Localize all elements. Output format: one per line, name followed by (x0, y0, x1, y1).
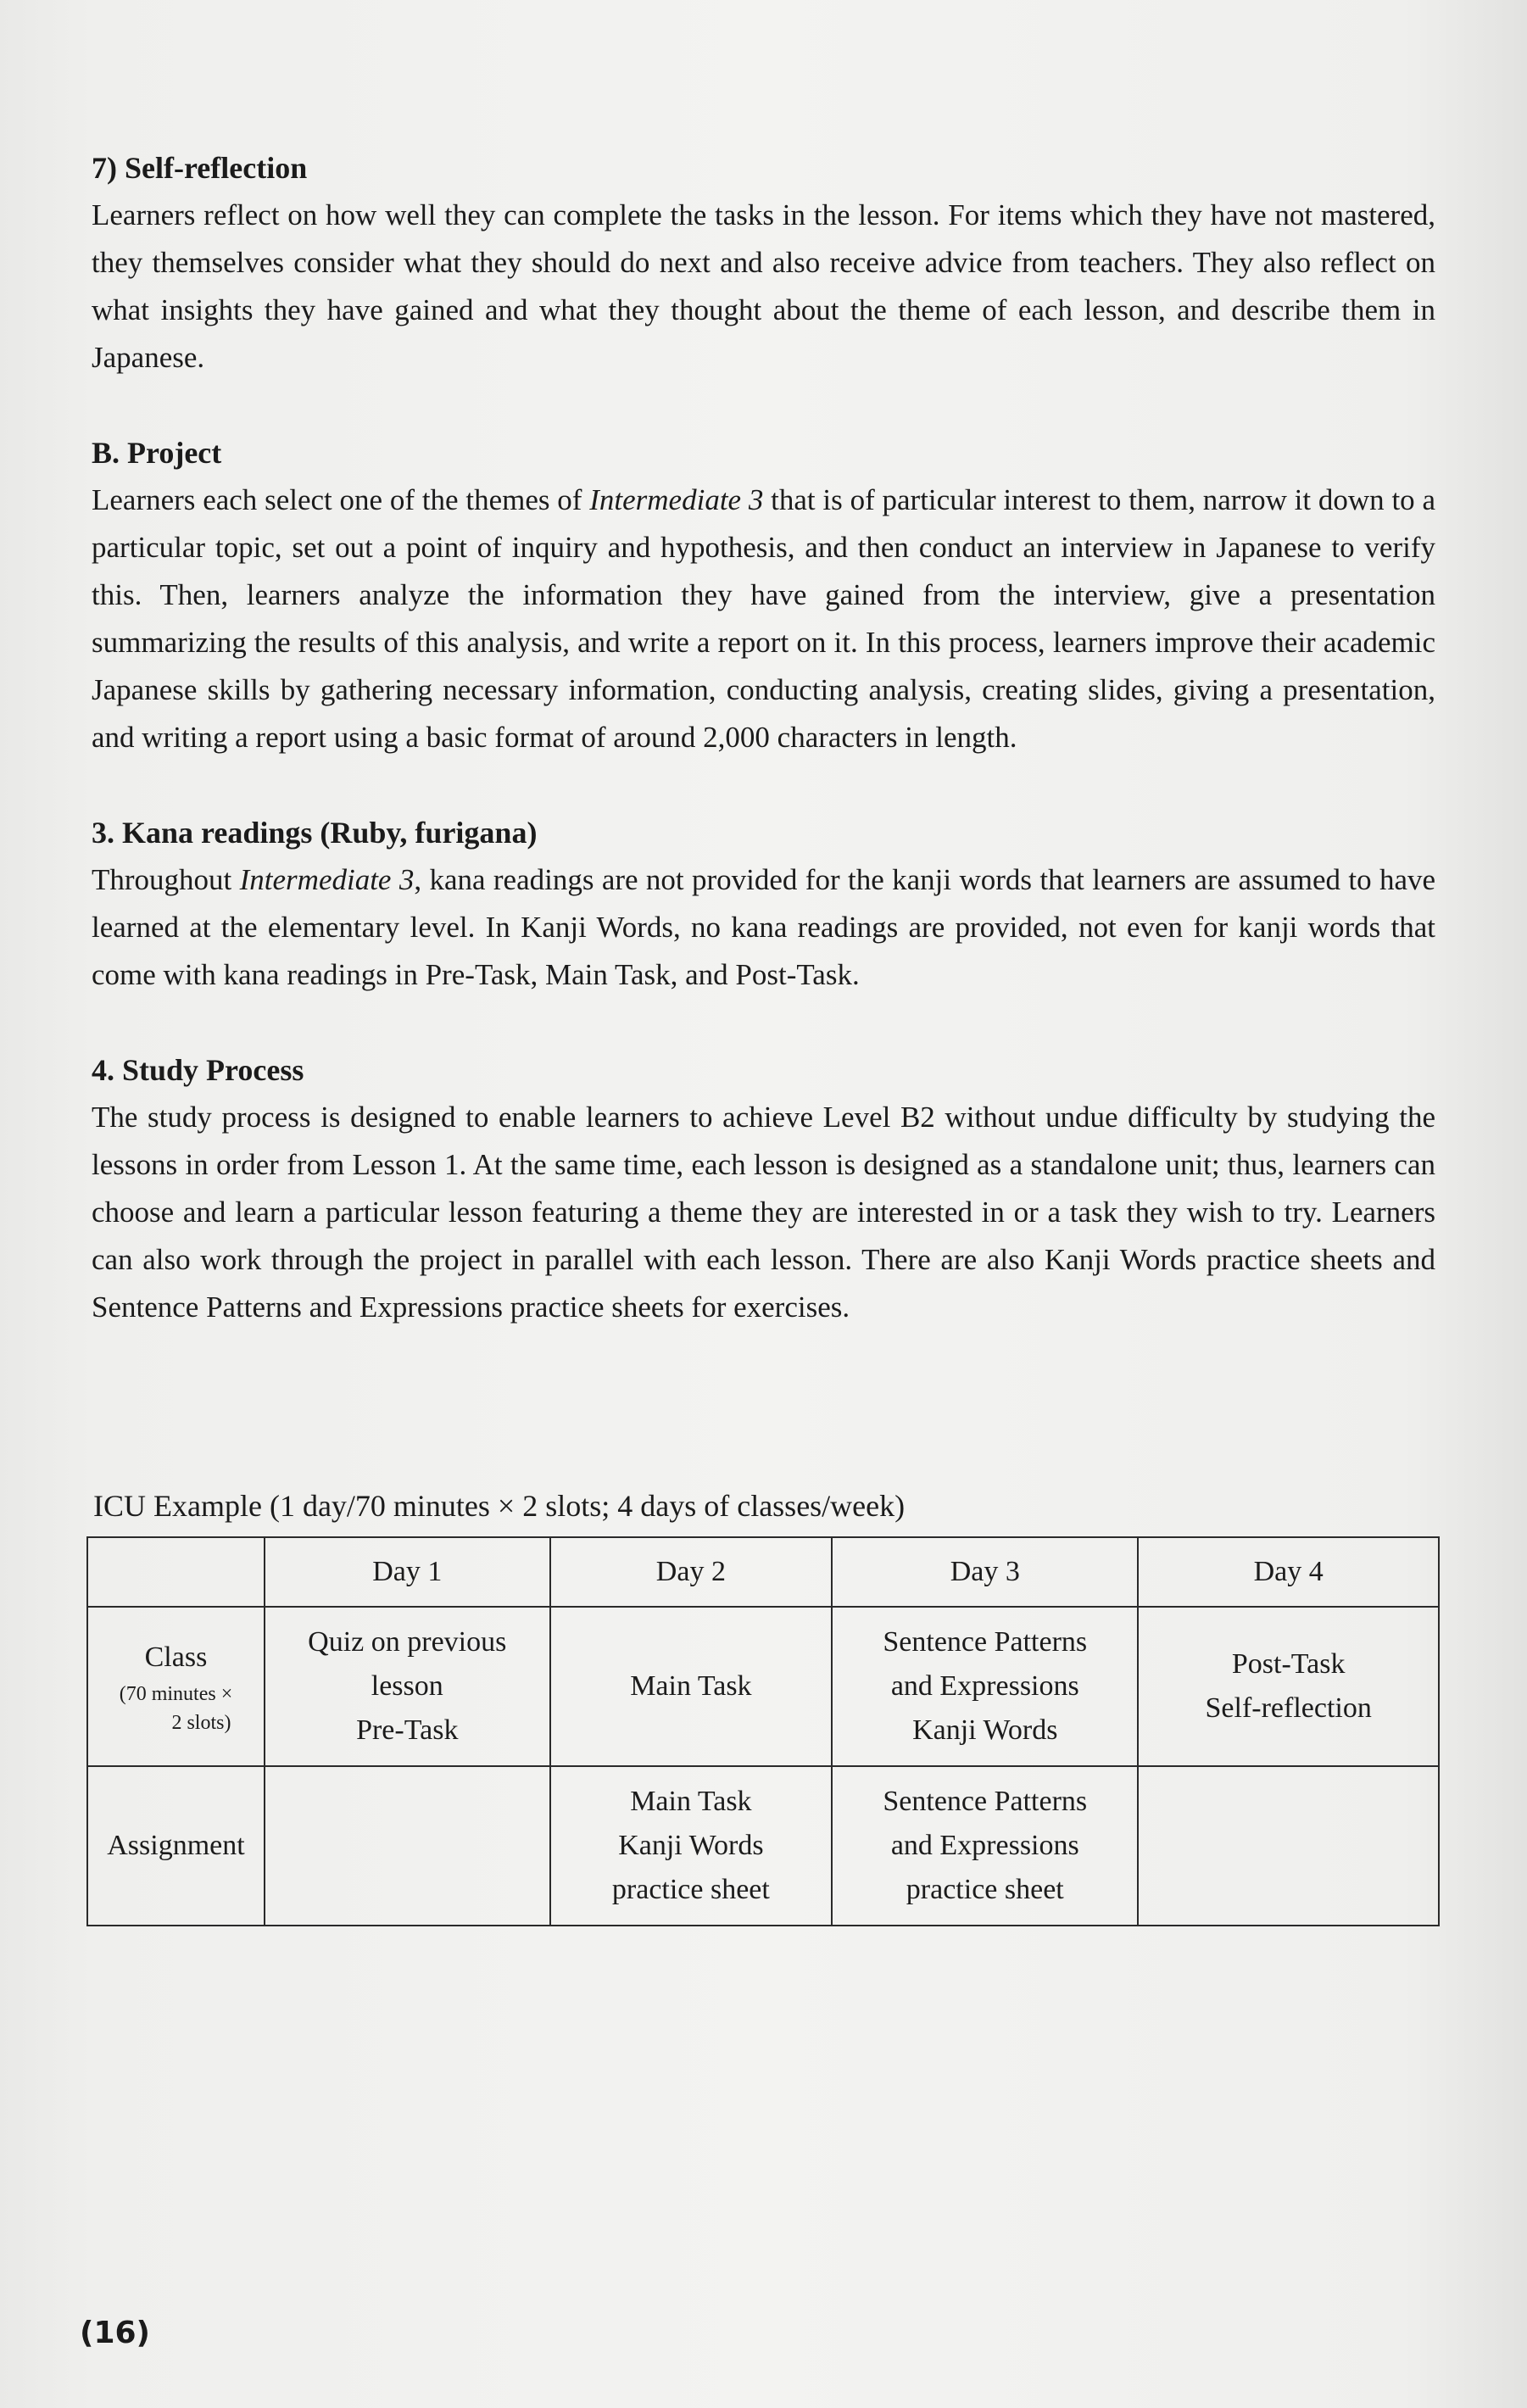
schedule-table (86, 1536, 1440, 1926)
row-label-assignment (87, 1766, 265, 1926)
book-title: Intermediate 3 (589, 483, 764, 516)
cell-text: Pre-Task (356, 1714, 459, 1746)
cell-text: Kanji Words (912, 1714, 1058, 1746)
cell-class-day1 (265, 1607, 550, 1766)
section-heading: B. Project (92, 436, 222, 470)
cell-text: lesson (371, 1670, 443, 1702)
cell-text: Post-Task (1231, 1648, 1346, 1680)
header-cell-empty (87, 1537, 265, 1607)
cell-assignment-day3 (832, 1766, 1138, 1926)
header-cell-day2: Day 2 (550, 1537, 833, 1607)
table-header-row (87, 1537, 1439, 1607)
table-row-assignment (87, 1766, 1439, 1926)
section-heading: 3. Kana readings (Ruby, furigana) (92, 816, 538, 850)
section-project (92, 429, 1435, 761)
body-text (92, 144, 1435, 1379)
section-heading: 7) Self-reflection (92, 151, 308, 185)
cell-text: Quiz on previous (308, 1626, 507, 1658)
cell-class-day3 (832, 1607, 1138, 1766)
cell-text: Main Task (630, 1670, 752, 1702)
header-cell-day3: Day 3 (832, 1537, 1138, 1607)
row-label-text: Assignment (107, 1830, 245, 1861)
paragraph-text: Learners reflect on how well they can complete the tasks in the lesson. For items which they have not mastered, they themselves consider what they should do next and also receive advice from teachers. They also reflect on what insights they have gained and what they thought about the theme of each lesson, and describe them in Japanese. (92, 198, 1435, 374)
table-row-class (87, 1607, 1439, 1766)
cell-text: Self-reflection (1205, 1692, 1372, 1724)
section-paragraph (92, 856, 1435, 999)
cell-text: Main Task (630, 1786, 752, 1817)
paragraph-text: The study process is designed to enable learners to achieve Level B2 without undue difficulty by studying the lessons in order from Lesson 1. At the same time, each lesson is designed as a standalone unit; thus, learners can choose and learn a particular lesson featuring a theme they are interested in or a task they wish to try. Learners can also work through the project in parallel with each lesson. There are also Kanji Words practice sheets and Sentence Patterns and Expressions practice sheets for exercises. (92, 1101, 1435, 1324)
cell-text: and Expressions (890, 1670, 1079, 1702)
cell-text: practice sheet (611, 1874, 770, 1905)
cell-text: and Expressions (890, 1830, 1079, 1861)
cell-text: Sentence Patterns (883, 1786, 1088, 1817)
cell-text: Kanji Words (618, 1830, 764, 1861)
row-label-text: Class (144, 1642, 208, 1673)
section-heading: 4. Study Process (92, 1053, 304, 1087)
paragraph-text: that is of particular interest to them, narrow it down to a particular topic, set out a point of inquiry and hypothesis, and then conduct an interview in Japanese to verify this. Then, learners analyze the information they have gained from the interview, give a presentation summarizing the results of this analysis, and write a report on it. In this process, learners improve their academic Japanese skills by gathering necessary information, conducting analysis, creating slides, giving a presentation, and writing a report using a basic format of around 2,000 characters in length. (92, 483, 1435, 754)
row-sub-text: (70 minutes × (119, 1683, 233, 1705)
cell-assignment-day2 (550, 1766, 833, 1926)
paragraph-text: , kana readings are not provided for the kanji words that learners are assumed to have learned at the elementary level. In Kanji Words, no kana readings are provided, not even for kanji words that come with kana readings in Pre-Task, Main Task, and Post-Task. (92, 863, 1436, 991)
section-study-process (92, 1046, 1435, 1331)
row-label-class (87, 1607, 265, 1766)
section-paragraph (92, 1094, 1435, 1331)
cell-class-day2 (550, 1607, 833, 1766)
cell-text: practice sheet (906, 1874, 1064, 1905)
cell-text: Sentence Patterns (883, 1626, 1088, 1658)
header-cell-day4: Day 4 (1138, 1537, 1439, 1607)
book-title: Intermediate 3 (239, 863, 415, 896)
paragraph-text: Learners each select one of the themes of (92, 483, 590, 516)
row-sub-text: 2 slots) (171, 1712, 231, 1734)
table-caption: ICU Example (1 day/70 minutes × 2 slots; 4 days of classes/week) (93, 1489, 906, 1523)
page-number: (16) (80, 2316, 151, 2350)
section-paragraph (92, 477, 1435, 761)
cell-class-day4 (1138, 1607, 1439, 1766)
cell-assignment-day4 (1138, 1766, 1439, 1926)
header-cell-day1: Day 1 (265, 1537, 550, 1607)
section-paragraph (92, 192, 1435, 382)
cell-assignment-day1 (265, 1766, 550, 1926)
section-self-reflection (92, 144, 1435, 382)
paragraph-text: Throughout (92, 863, 240, 896)
section-kana-readings (92, 809, 1435, 999)
